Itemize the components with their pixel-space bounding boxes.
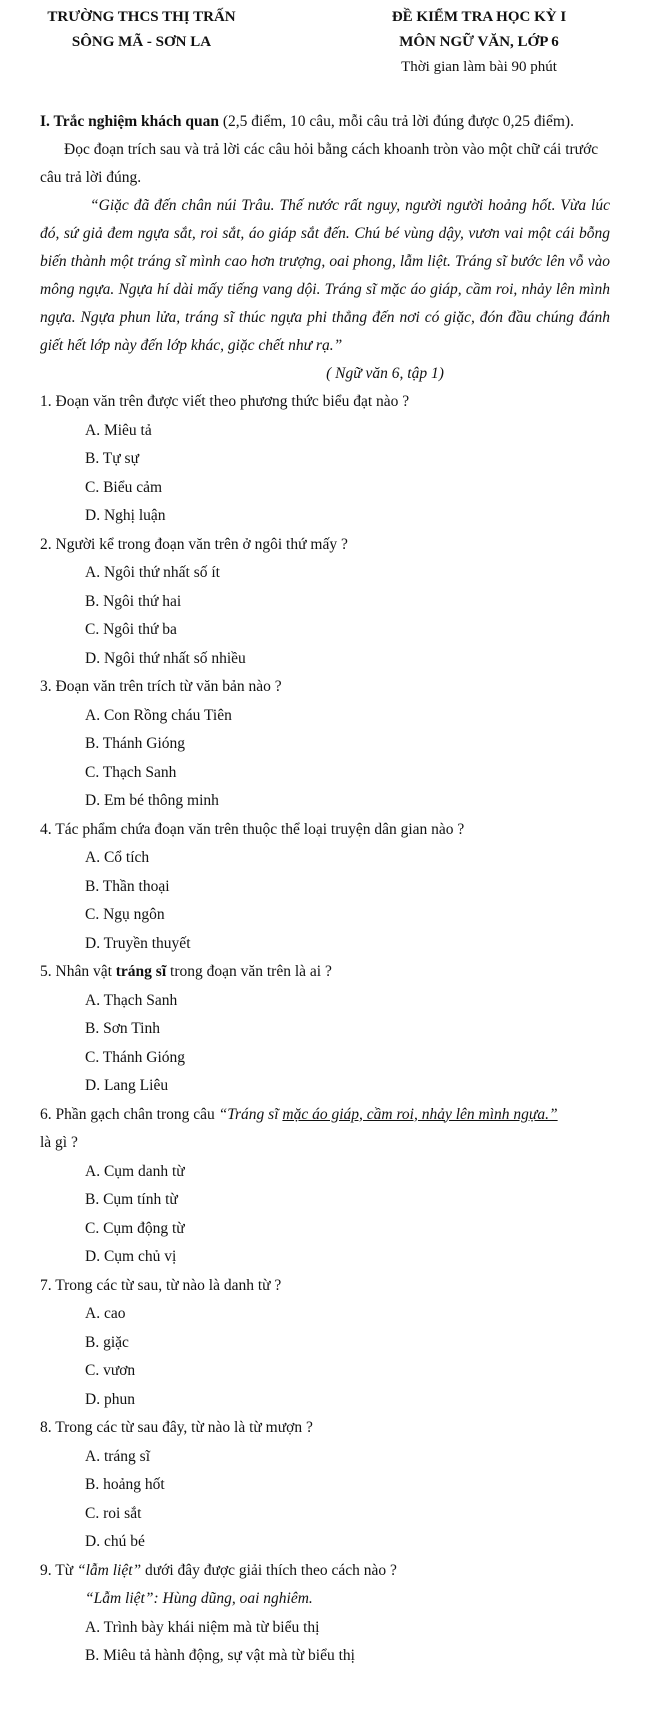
option-a[interactable]: A. Miêu tả [85,421,152,439]
option-b[interactable]: B. Miêu tả hành động, sự vật mà từ biểu thị [85,1647,355,1664]
option-c[interactable]: C. roi sắt [85,1504,142,1522]
option-d[interactable]: D. Truyền thuyết [85,934,191,952]
option-a[interactable]: A. Con Rồng cháu Tiên [85,706,232,724]
question-text-pre: 9. Từ [40,1561,77,1579]
option-c[interactable]: C. Thánh Gióng [85,1048,186,1066]
question-text [40,1557,610,1586]
question-5 [40,958,610,1101]
question-text [40,1101,610,1130]
question-text: 3. Đoạn văn trên trích từ văn bản nào ? [40,678,282,695]
option-b[interactable]: B. Cụm tính từ [85,1191,178,1208]
question-text: 8. Trong các từ sau đây, từ nào là từ mượn ? [40,1419,313,1436]
question-keyword: tráng sĩ [115,963,167,980]
option-b[interactable]: B. hoảng hốt [85,1476,165,1493]
option-b[interactable]: B. Thần thoại [85,877,170,895]
option-d[interactable]: D. Ngôi thứ nhất số nhiều [85,649,246,667]
option-a[interactable]: A. cao [85,1305,126,1322]
exam-header [40,0,610,80]
question-text [40,958,610,987]
option-a[interactable]: A. Cụm danh từ [85,1162,185,1180]
section-title-bold: I. Trắc nghiệm khách quan [40,113,220,130]
question-text: 1. Đoạn văn trên được viết theo phương thức biểu đạt nào ? [40,393,410,410]
option-d[interactable]: D. Lang Liêu [85,1077,169,1094]
option-c[interactable]: C. Ngôi thứ ba [85,621,177,638]
instruction: Đọc đoạn trích sau và trả lời các câu hỏi bằng cách khoanh tròn vào một chữ cái trước câu trả lời đúng. [40,141,599,186]
option-a[interactable]: A. Trình bày khái niệm mà từ biểu thị [85,1618,320,1636]
option-b[interactable]: B. Sơn Tinh [85,1020,160,1037]
question-9 [40,1557,610,1671]
option-a[interactable]: A. Ngôi thứ nhất số ít [85,564,220,581]
option-a[interactable]: A. Thạch Sanh [85,991,178,1009]
option-a[interactable]: A. tráng sĩ [85,1447,151,1465]
question-text: 2. Người kể trong đoạn văn trên ở ngôi thứ mấy ? [40,535,348,553]
option-c[interactable]: C. Cụm động từ [85,1219,185,1237]
option-c[interactable]: C. vươn [85,1362,136,1379]
question-7 [40,1272,610,1415]
section-title [40,108,610,136]
question-8 [40,1414,610,1557]
question-6 [40,1101,610,1272]
option-b[interactable]: B. Tự sự [85,450,139,467]
option-d[interactable]: D. Em bé thông minh [85,792,219,809]
question-text-line2: là gì ? [40,1134,78,1151]
exam-info-block [354,5,604,80]
option-b[interactable]: B. Ngôi thứ hai [85,592,182,610]
question-text-post: trong đoạn văn trên là ai ? [166,963,332,980]
quote-underlined: mặc áo giáp, cầm roi, nhảy lên mình ngựa.” [282,1105,558,1123]
section-title-rest: (2,5 điểm, 10 câu, mỗi câu trả lời đúng được 0,25 điểm). [219,113,574,130]
question-text: 4. Tác phẩm chứa đoạn văn trên thuộc thể loại truyện dân gian nào ? [40,820,465,838]
option-d[interactable]: D. phun [85,1390,135,1408]
exam-title: ĐỀ KIỂM TRA HỌC KỲ I [391,9,567,25]
reading-passage: “Giặc đã đến chân núi Trâu. Thế nước rất nguy, người người hoảng hốt. Vừa lúc đó, sứ giả đem ngựa sắt, roi sắt, áo giáp sắt đến. Chú bé vùng dậy, vươn vai một cái bỗng biến thành một tráng sĩ mình cao hơn trượng, oai phong, lẫm liệt. Tráng sĩ bước lên vỗ vào mông ngựa. Ngựa hí dài mấy tiếng vang dội. Tráng sĩ mặc áo giáp, cầm roi, nhảy lên mình ngựa. Ngựa phun lửa, tráng sĩ thúc ngựa phi thẳng đến nơi có giặc, đón đầu chúng đánh giết hết lớp này đến lớp khác, giặc chết như rạ.” [40,197,610,354]
question-2 [40,531,610,674]
word-definition: “Lẫm liệt”: Hùng dũng, oai nghiêm. [85,1590,313,1607]
question-text-pre: 6. Phần gạch chân trong câu [40,1105,219,1123]
question-4 [40,816,610,959]
option-c[interactable]: C. Biểu cảm [85,478,163,496]
exam-subject: MÔN NGỮ VĂN, LỚP 6 [399,34,559,50]
question-text-post: dưới đây được giải thích theo cách nào ? [141,1561,397,1579]
option-c[interactable]: C. Thạch Sanh [85,763,177,781]
option-d[interactable]: D. Cụm chủ vị [85,1248,177,1265]
question-quote: “lẫm liệt” [76,1561,142,1579]
question-1 [40,388,610,531]
option-b[interactable]: B. giặc [85,1333,129,1351]
school-block [34,5,249,80]
exam-duration: Thời gian làm bài 90 phút [401,59,557,75]
question-text: 7. Trong các từ sau, từ nào là danh từ ? [40,1276,282,1294]
quote-plain: “Tráng sĩ [218,1105,283,1123]
school-location: SÔNG MÃ - SƠN LA [71,34,212,50]
school-name: TRƯỜNG THCS THỊ TRẤN [47,9,236,25]
option-b[interactable]: B. Thánh Gióng [85,735,186,752]
question-text-pre: 5. Nhân vật [40,963,116,980]
passage-source: ( Ngữ văn 6, tập 1) [326,365,444,382]
option-d[interactable]: D. Nghị luận [85,507,166,524]
question-3 [40,673,610,816]
option-d[interactable]: D. chú bé [85,1533,145,1550]
option-a[interactable]: A. Cổ tích [85,849,150,866]
option-c[interactable]: C. Ngụ ngôn [85,906,165,923]
